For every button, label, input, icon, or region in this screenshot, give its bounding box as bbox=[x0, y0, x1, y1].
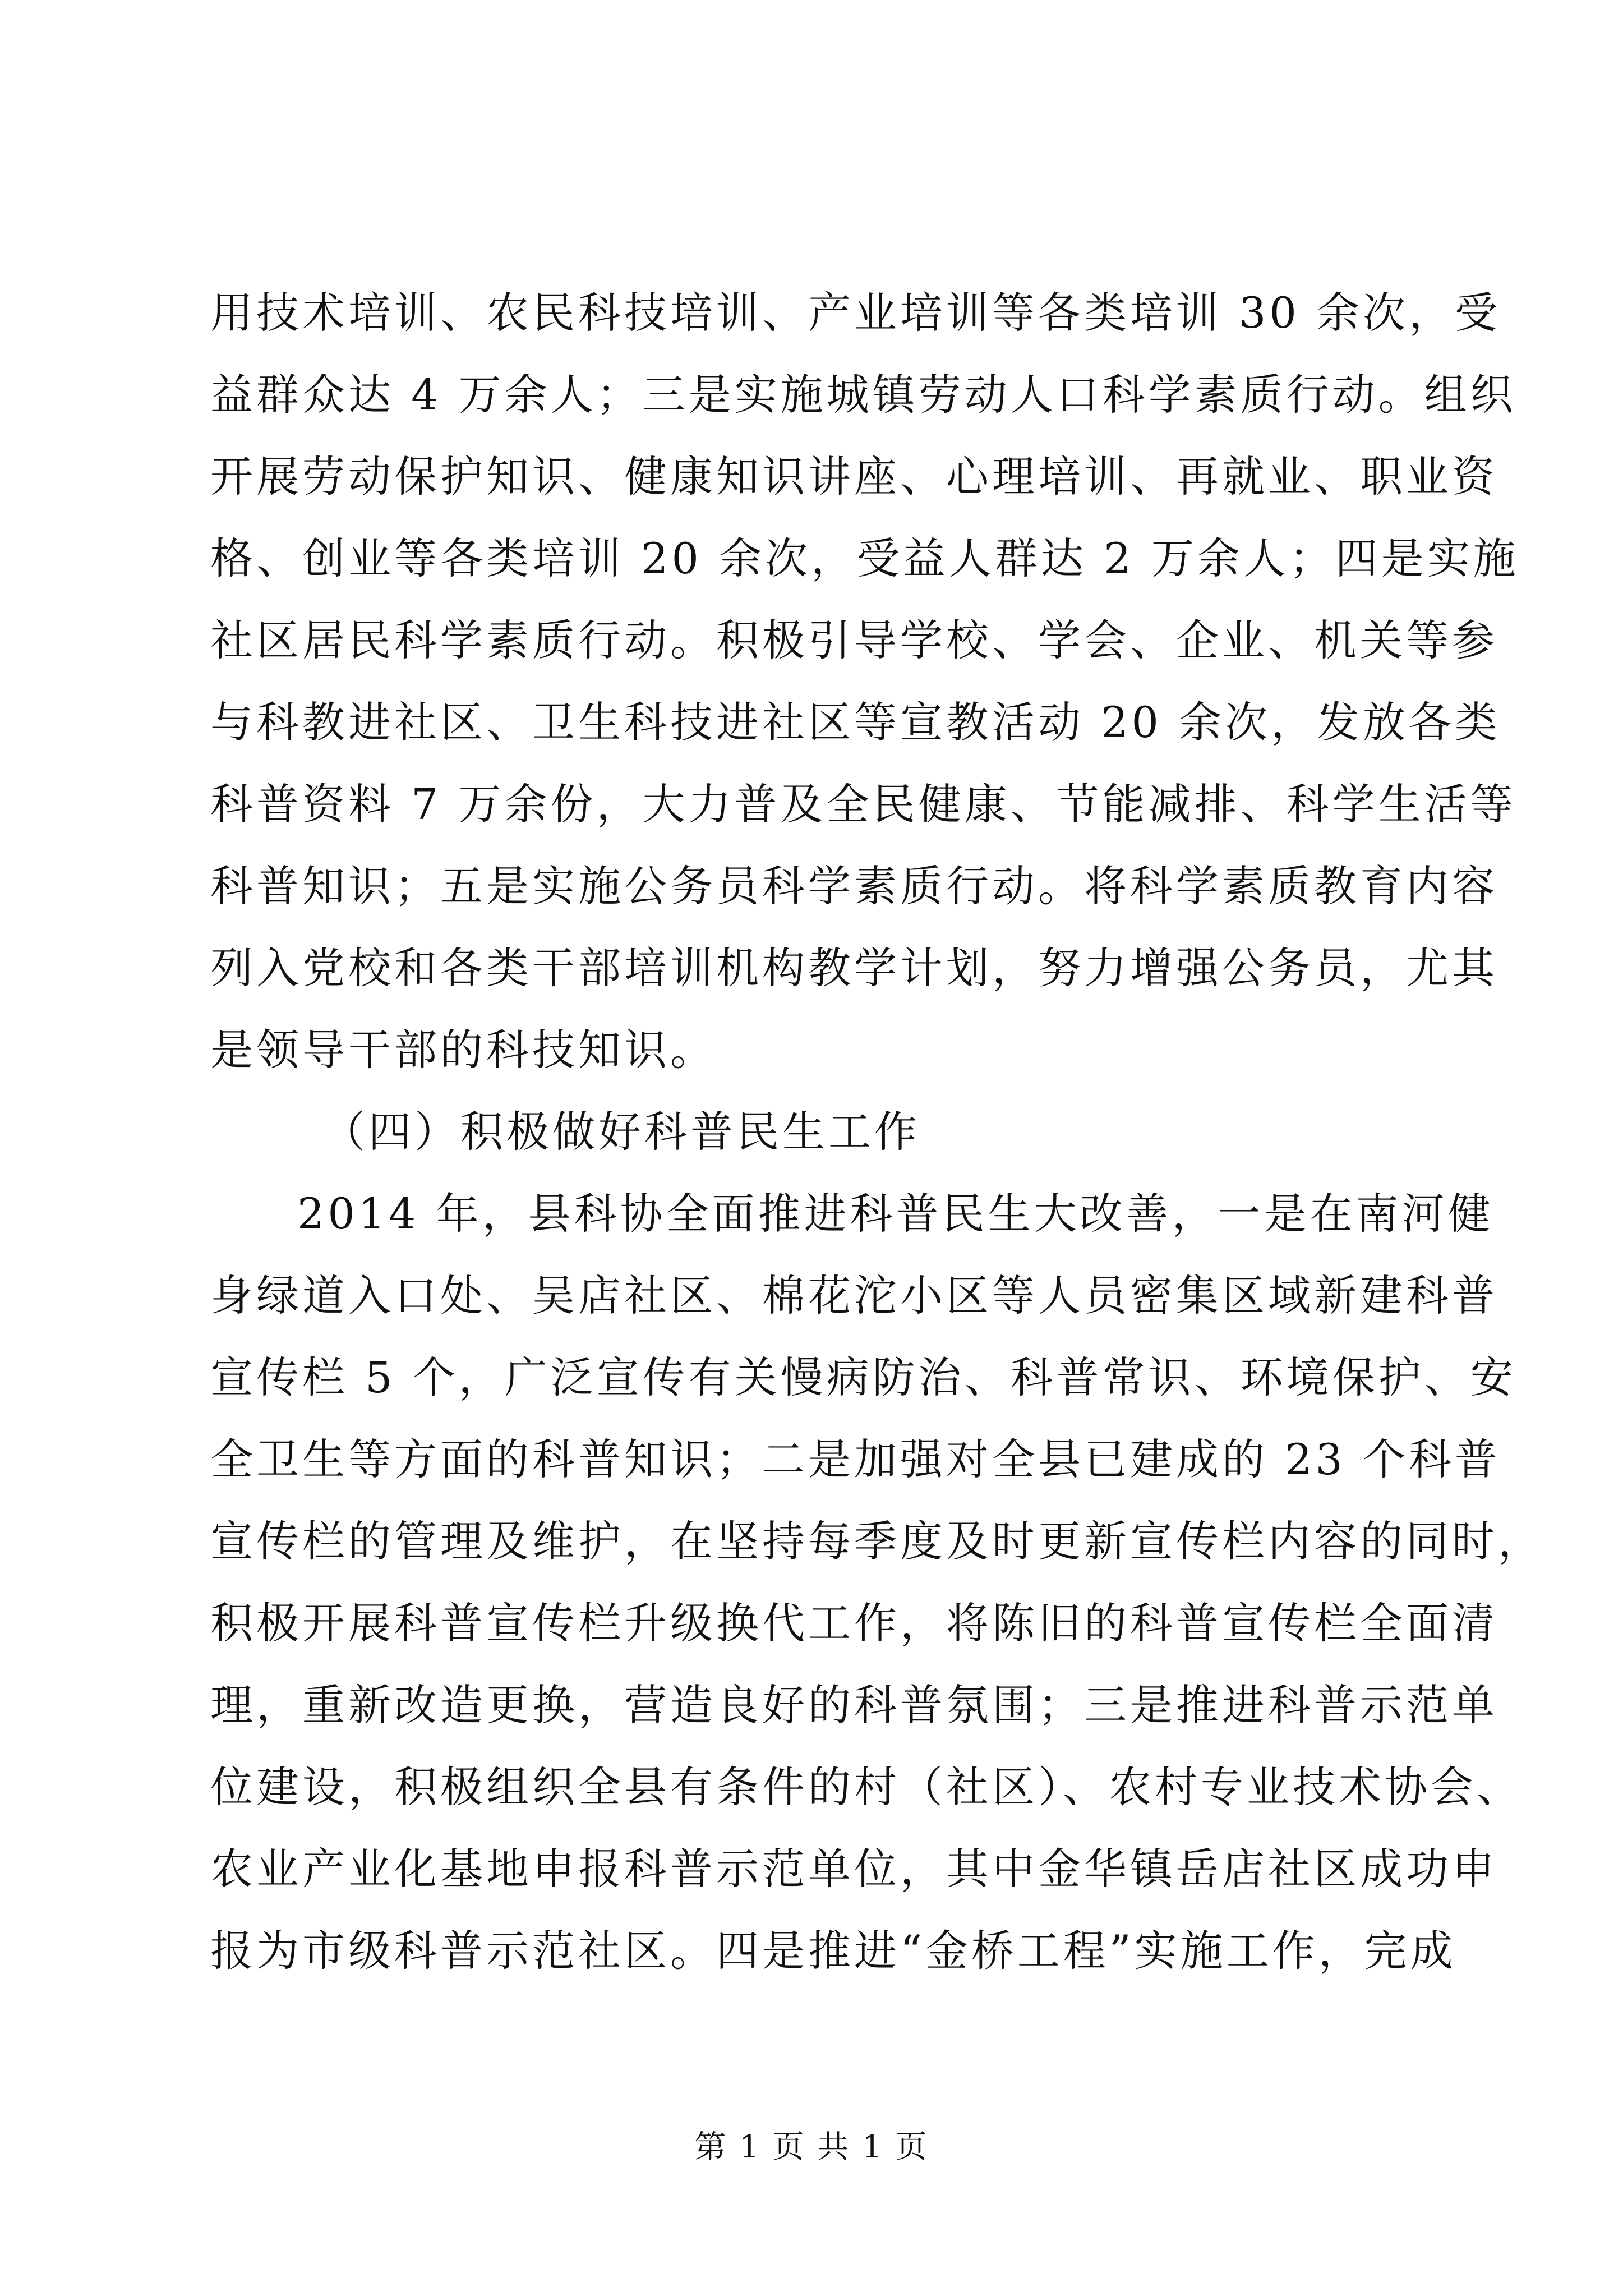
body-line: 科普资料 7 万余份，大力普及全民健康、节能减排、科学生活等 bbox=[210, 779, 1516, 829]
body-line: 开展劳动保护知识、健康知识讲座、心理培训、再就业、职业资 bbox=[210, 452, 1498, 501]
body-line: 身绿道入口处、吴店社区、棉花沱小区等人员密集区域新建科普 bbox=[210, 1271, 1498, 1320]
body-line: 格、创业等各类培训 20 余次，受益人群达 2 万余人；四是实施 bbox=[210, 533, 1519, 583]
body-line: 科普知识；五是实施公务员科学素质行动。将科学素质教育内容 bbox=[210, 861, 1498, 911]
body-line: 农业产业化基地申报科普示范单位，其中金华镇岳店社区成功申 bbox=[210, 1844, 1498, 1894]
body-line: 宣传栏的管理及维护，在坚持每季度及时更新宣传栏内容的同时， bbox=[210, 1516, 1544, 1566]
body-line: 宣传栏 5 个，广泛宣传有关慢病防治、科普常识、环境保护、安 bbox=[210, 1352, 1516, 1402]
body-line: 积极开展科普宣传栏升级换代工作，将陈旧的科普宣传栏全面清 bbox=[210, 1598, 1498, 1648]
body-line: 全卫生等方面的科普知识；二是加强对全县已建成的 23 个科普 bbox=[210, 1434, 1501, 1484]
body-line: 理，重新改造更换，营造良好的科普氛围；三是推进科普示范单 bbox=[210, 1680, 1498, 1730]
body-line: 位建设，积极组织全县有条件的村（社区）、农村专业技术协会、 bbox=[210, 1762, 1523, 1812]
body-line: 益群众达 4 万余人；三是实施城镇劳动人口科学素质行动。组织 bbox=[210, 370, 1516, 420]
body-line: 与科教进社区、卫生科技进社区等宣教活动 20 余次，发放各类 bbox=[210, 697, 1501, 747]
page-number-footer: 第 1 页 共 1 页 bbox=[694, 2129, 929, 2165]
section-heading: （四）积极做好科普民生工作 bbox=[322, 1107, 920, 1157]
body-line: 是领导干部的科技知识。 bbox=[210, 1025, 716, 1075]
body-line: 2014 年，县科协全面推进科普民生大改善，一是在南河健 bbox=[297, 1189, 1494, 1239]
body-line: 列入党校和各类干部培训机构教学计划，努力增强公务员，尤其 bbox=[210, 943, 1498, 993]
body-line: 社区居民科学素质行动。积极引导学校、学会、企业、机关等参 bbox=[210, 615, 1498, 665]
body-line: 报为市级科普示范社区。四是推进“金桥工程”实施工作，完成 bbox=[210, 1926, 1456, 1976]
body-line: 用技术培训、农民科技培训、产业培训等各类培训 30 余次，受 bbox=[210, 288, 1501, 338]
